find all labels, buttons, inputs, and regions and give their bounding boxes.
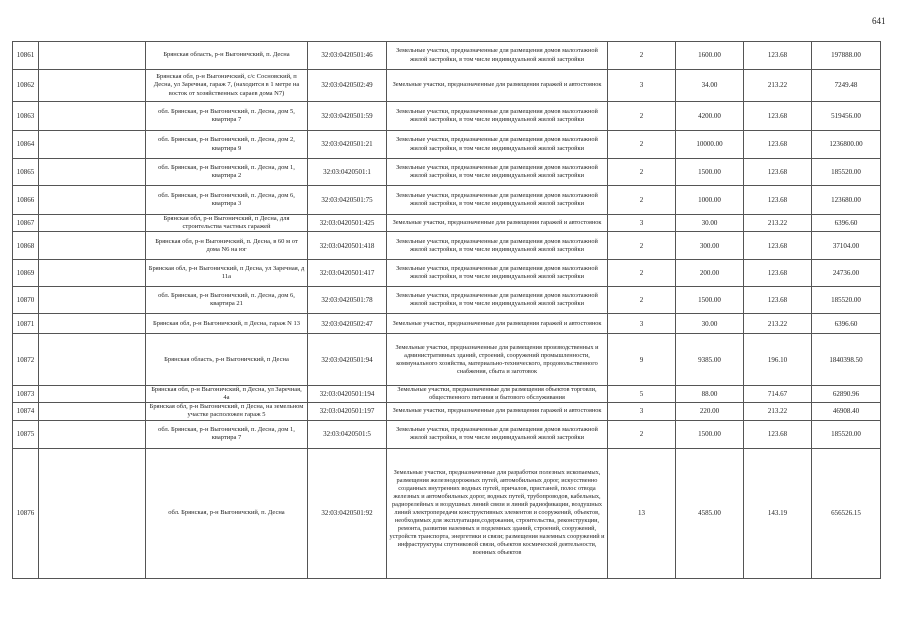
table-row — [13, 215, 881, 232]
area-cell: 4200.00 — [676, 102, 744, 131]
address-cell: обл. Брянская, р-н Выгоничский, п. Десна, дом 6, квартира 3 — [146, 186, 308, 215]
group-code-cell: 13 — [608, 448, 676, 578]
group-code-cell: 2 — [608, 287, 676, 314]
rate-cell: 123.68 — [744, 232, 812, 260]
land-use-cell: Земельные участки, предназначенные для размещения домов малоэтажной жилой застройки, в том числе индивидуальной жилой застройки — [387, 260, 608, 287]
group-code-cell: 3 — [608, 70, 676, 102]
row-number-cell: 10865 — [13, 159, 39, 186]
rate-cell: 123.68 — [744, 131, 812, 159]
cadastral-value-cell: 37104.00 — [812, 232, 881, 260]
land-use-cell: Земельные участки, предназначенные для размещения домов малоэтажной жилой застройки, в том числе индивидуальной жилой застройки — [387, 232, 608, 260]
cadastral-value-cell: 185520.00 — [812, 159, 881, 186]
cadastral-value-cell: 656526.15 — [812, 448, 881, 578]
land-use-cell: Земельные участки, предназначенные для размещения гаражей и автостоянок — [387, 314, 608, 334]
cadastral-number-cell: 32:03:0420501:46 — [308, 42, 387, 70]
cadastral-number-cell: 32:03:0420501:417 — [308, 260, 387, 287]
address-cell: обл. Брянская, р-н Выгоничский, п. Десна, дом 5, квартира 7 — [146, 102, 308, 131]
address-cell: Брянская область, р-н Выгоничский, п. Десна — [146, 42, 308, 70]
row-number-cell: 10874 — [13, 403, 39, 420]
row-number-cell: 10872 — [13, 334, 39, 386]
cadastral-value-table — [12, 41, 881, 579]
area-cell: 10000.00 — [676, 131, 744, 159]
cadastral-number-cell: 32:03:0420501:75 — [308, 186, 387, 215]
table-row — [13, 314, 881, 334]
group-code-cell: 2 — [608, 232, 676, 260]
row-number-cell: 10876 — [13, 448, 39, 578]
land-use-cell: Земельные участки, предназначенные для размещения объектов торговли, общественного питания и бытового обслуживания — [387, 386, 608, 403]
cadastral-value-cell: 7249.48 — [812, 70, 881, 102]
land-use-cell: Земельные участки, предназначенные для размещения домов малоэтажной жилой застройки, в том числе индивидуальной жилой застройки — [387, 131, 608, 159]
area-cell: 1000.00 — [676, 186, 744, 215]
rate-cell: 123.68 — [744, 186, 812, 215]
area-cell: 30.00 — [676, 314, 744, 334]
land-use-cell: Земельные участки, предназначенные для размещения домов малоэтажной жилой застройки, в том числе индивидуальной жилой застройки — [387, 102, 608, 131]
table-body — [13, 42, 881, 579]
rate-cell: 196.10 — [744, 334, 812, 386]
row-number-cell: 10869 — [13, 260, 39, 287]
rate-cell: 213.22 — [744, 403, 812, 420]
blank-cell — [39, 287, 146, 314]
cadastral-value-cell: 6396.60 — [812, 215, 881, 232]
group-code-cell: 9 — [608, 334, 676, 386]
address-cell: обл. Брянская, р-н Выгоничский, п. Десна, дом 2, квартира 9 — [146, 131, 308, 159]
group-code-cell: 2 — [608, 186, 676, 215]
rate-cell: 213.22 — [744, 314, 812, 334]
blank-cell — [39, 232, 146, 260]
table-row — [13, 420, 881, 448]
table-row — [13, 287, 881, 314]
group-code-cell: 3 — [608, 215, 676, 232]
land-use-cell: Земельные участки, предназначенные для размещения гаражей и автостоянок — [387, 403, 608, 420]
address-cell: обл. Брянская, р-н Выгоничский, п. Десна — [146, 448, 308, 578]
land-use-cell: Земельные участки, предназначенные для размещения гаражей и автостоянок — [387, 70, 608, 102]
blank-cell — [39, 403, 146, 420]
rate-cell: 123.68 — [744, 260, 812, 287]
cadastral-number-cell: 32:03:0420501:418 — [308, 232, 387, 260]
area-cell: 1600.00 — [676, 42, 744, 70]
land-use-cell: Земельные участки, предназначенные для разработки полезных ископаемых, размещения железнодорожных путей, автомобильных дорог, искусственно созданных внутренних водных путей, причалов, пристаней, полос отвода железных и автомобильных дорог, водных путей, трубопроводов, кабельных, радиорелейных и воздушных линий связи и линий радиофикации, воздушных линий электропередачи конструктивных элементов и сооружений, объектов, необходимых для эксплуатации,содержания, строительства, реконструкции, ремонта, развития наземных и подземных зданий, строений, сооружений, устройств транспорта, энергетики и связи; размещения наземных сооружений и инфраструктуры спутниковой связи, объектов космической деятельности, военных объектов — [387, 448, 608, 578]
area-cell: 300.00 — [676, 232, 744, 260]
area-cell: 9385.00 — [676, 334, 744, 386]
address-cell: Брянская область, р-н Выгоничский, п Десна — [146, 334, 308, 386]
row-number-cell: 10873 — [13, 386, 39, 403]
rate-cell: 123.68 — [744, 420, 812, 448]
land-use-cell: Земельные участки, предназначенные для размещения гаражей и автостоянок — [387, 215, 608, 232]
group-code-cell: 2 — [608, 159, 676, 186]
row-number-cell: 10862 — [13, 70, 39, 102]
table-row — [13, 102, 881, 131]
table-row — [13, 448, 881, 578]
row-number-cell: 10875 — [13, 420, 39, 448]
address-cell: обл. Брянская, р-н Выгоничский, п. Десна, дом 6, квартира 21 — [146, 287, 308, 314]
cadastral-value-cell: 519456.00 — [812, 102, 881, 131]
group-code-cell: 2 — [608, 260, 676, 287]
land-use-cell: Земельные участки, предназначенные для размещения производственных и административных зданий, строений, сооружений промышленности, коммунального хозяйства, материально-технического, продовольственного снабжения, сбыта и заготовок — [387, 334, 608, 386]
cadastral-number-cell: 32:03:0420501:78 — [308, 287, 387, 314]
land-use-cell: Земельные участки, предназначенные для размещения домов малоэтажной жилой застройки, в том числе индивидуальной жилой застройки — [387, 42, 608, 70]
area-cell: 1500.00 — [676, 159, 744, 186]
table-row — [13, 403, 881, 420]
cadastral-number-cell: 32:03:0420502:47 — [308, 314, 387, 334]
row-number-cell: 10871 — [13, 314, 39, 334]
table-row — [13, 159, 881, 186]
table-row — [13, 334, 881, 386]
row-number-cell: 10863 — [13, 102, 39, 131]
cadastral-number-cell: 32:03:0420501:94 — [308, 334, 387, 386]
address-cell: Брянская обл, р-н Выгоничский, п. Десна, в 60 м от дома N6 на юг — [146, 232, 308, 260]
row-number-cell: 10870 — [13, 287, 39, 314]
area-cell: 200.00 — [676, 260, 744, 287]
address-cell: Брянская обл, р-н Выгоничский, п Десна, ул Заречная, 4а — [146, 386, 308, 403]
rate-cell: 213.22 — [744, 215, 812, 232]
cadastral-number-cell: 32:03:0420501:425 — [308, 215, 387, 232]
cadastral-value-cell: 46908.40 — [812, 403, 881, 420]
rate-cell: 123.68 — [744, 102, 812, 131]
table-row — [13, 260, 881, 287]
table-row — [13, 70, 881, 102]
page-number: 641 — [872, 16, 886, 26]
cadastral-value-cell: 24736.00 — [812, 260, 881, 287]
blank-cell — [39, 420, 146, 448]
cadastral-number-cell: 32:03:0420501:5 — [308, 420, 387, 448]
blank-cell — [39, 159, 146, 186]
blank-cell — [39, 186, 146, 215]
row-number-cell: 10864 — [13, 131, 39, 159]
area-cell: 220.00 — [676, 403, 744, 420]
group-code-cell: 2 — [608, 420, 676, 448]
row-number-cell: 10866 — [13, 186, 39, 215]
address-cell: Брянская обл, р-н Выгоничский, п Десна, для строительства частных гаражей — [146, 215, 308, 232]
cadastral-number-cell: 32:03:0420501:1 — [308, 159, 387, 186]
area-cell: 88.00 — [676, 386, 744, 403]
cadastral-value-cell: 123680.00 — [812, 186, 881, 215]
group-code-cell: 2 — [608, 42, 676, 70]
table-row — [13, 186, 881, 215]
cadastral-value-cell: 185520.00 — [812, 287, 881, 314]
rate-cell: 213.22 — [744, 70, 812, 102]
cadastral-value-cell: 1236800.00 — [812, 131, 881, 159]
cadastral-value-cell: 62890.96 — [812, 386, 881, 403]
area-cell: 34.00 — [676, 70, 744, 102]
land-use-cell: Земельные участки, предназначенные для размещения домов малоэтажной жилой застройки, в том числе индивидуальной жилой застройки — [387, 159, 608, 186]
row-number-cell: 10861 — [13, 42, 39, 70]
cadastral-number-cell: 32:03:0420501:194 — [308, 386, 387, 403]
blank-cell — [39, 334, 146, 386]
blank-cell — [39, 386, 146, 403]
table-row — [13, 131, 881, 159]
cadastral-number-cell: 32:03:0420501:92 — [308, 448, 387, 578]
blank-cell — [39, 42, 146, 70]
table-row — [13, 42, 881, 70]
cadastral-number-cell: 32:03:0420501:21 — [308, 131, 387, 159]
land-use-cell: Земельные участки, предназначенные для размещения домов малоэтажной жилой застройки, в том числе индивидуальной жилой застройки — [387, 287, 608, 314]
area-cell: 1500.00 — [676, 287, 744, 314]
land-use-cell: Земельные участки, предназначенные для размещения домов малоэтажной жилой застройки, в том числе индивидуальной жилой застройки — [387, 420, 608, 448]
rate-cell: 123.68 — [744, 42, 812, 70]
cadastral-number-cell: 32:03:0420501:197 — [308, 403, 387, 420]
row-number-cell: 10867 — [13, 215, 39, 232]
group-code-cell: 3 — [608, 314, 676, 334]
address-cell: обл. Брянская, р-н Выгоничский, п. Десна, дом 1, квартира 7 — [146, 420, 308, 448]
blank-cell — [39, 448, 146, 578]
group-code-cell: 2 — [608, 131, 676, 159]
land-use-cell: Земельные участки, предназначенные для размещения домов малоэтажной жилой застройки, в том числе индивидуальной жилой застройки — [387, 186, 608, 215]
blank-cell — [39, 131, 146, 159]
table-row — [13, 232, 881, 260]
rate-cell: 123.68 — [744, 159, 812, 186]
rate-cell: 714.67 — [744, 386, 812, 403]
cadastral-value-cell: 1840398.50 — [812, 334, 881, 386]
rate-cell: 123.68 — [744, 287, 812, 314]
blank-cell — [39, 260, 146, 287]
group-code-cell: 5 — [608, 386, 676, 403]
cadastral-number-cell: 32:03:0420502:49 — [308, 70, 387, 102]
blank-cell — [39, 215, 146, 232]
address-cell: Брянская обл, р-н Выгоничский, с/с Сосновский, п Десна, ул Заречная, гараж 7, (находится в 1 метре на восток от хозяйственных сараев дома N7) — [146, 70, 308, 102]
cadastral-value-cell: 197888.00 — [812, 42, 881, 70]
row-number-cell: 10868 — [13, 232, 39, 260]
cadastral-value-cell: 6396.60 — [812, 314, 881, 334]
cadastral-value-cell: 185520.00 — [812, 420, 881, 448]
group-code-cell: 3 — [608, 403, 676, 420]
blank-cell — [39, 102, 146, 131]
blank-cell — [39, 314, 146, 334]
area-cell: 30.00 — [676, 215, 744, 232]
table-row — [13, 386, 881, 403]
address-cell: Брянская обл, р-н Выгоничский, п Десна, гараж N 13 — [146, 314, 308, 334]
area-cell: 1500.00 — [676, 420, 744, 448]
address-cell: Брянская обл, р-н Выгоничский, п Десна, ул Заречная, д 11а — [146, 260, 308, 287]
rate-cell: 143.19 — [744, 448, 812, 578]
address-cell: Брянская обл, р-н Выгоничский, п Десна, на земельном участке расположен гараж 5 — [146, 403, 308, 420]
blank-cell — [39, 70, 146, 102]
address-cell: обл. Брянская, р-н Выгоничский, п. Десна, дом 1, квартира 2 — [146, 159, 308, 186]
cadastral-number-cell: 32:03:0420501:59 — [308, 102, 387, 131]
group-code-cell: 2 — [608, 102, 676, 131]
area-cell: 4585.00 — [676, 448, 744, 578]
